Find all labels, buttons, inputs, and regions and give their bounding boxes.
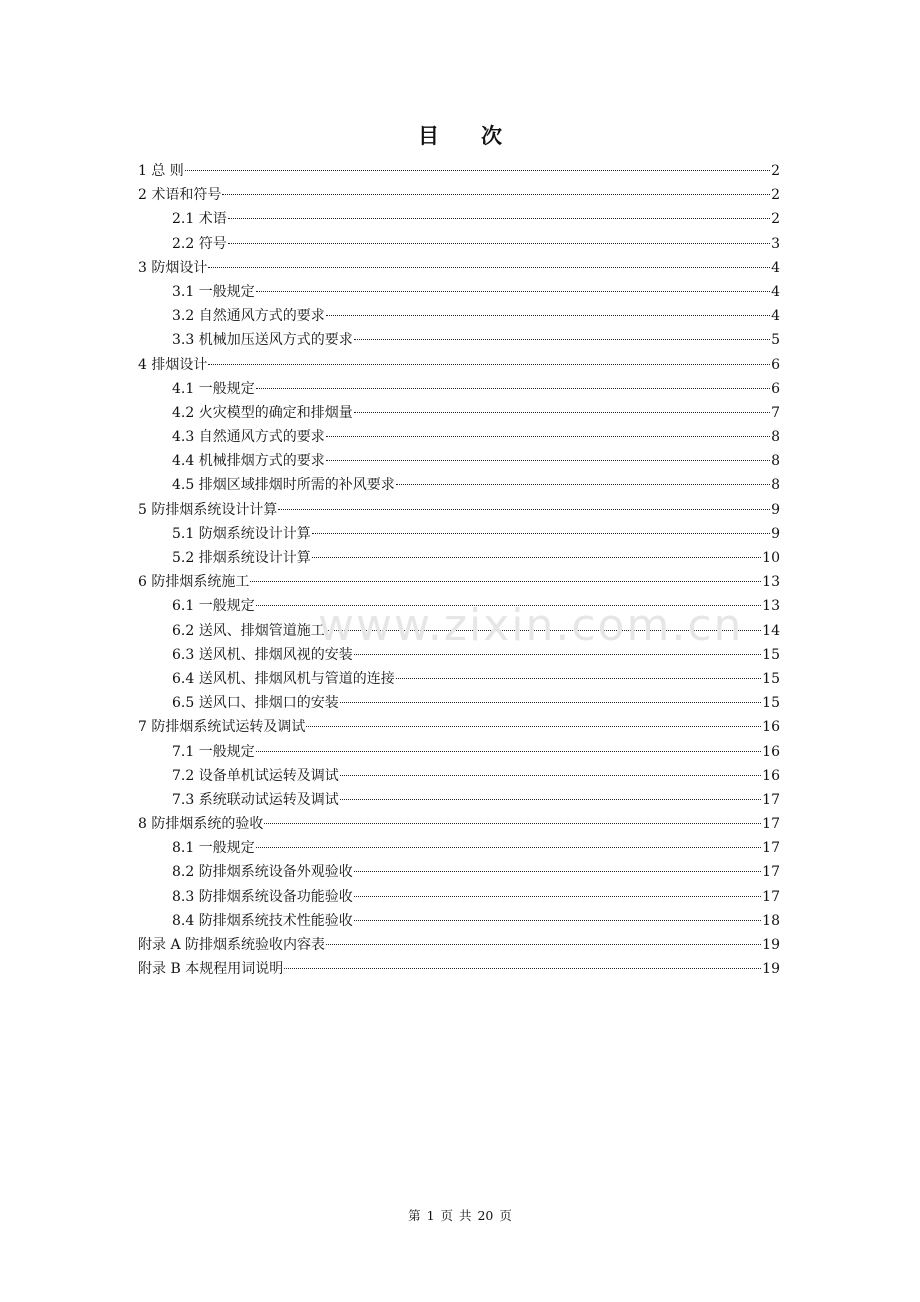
toc-entry-page-number: 4 bbox=[771, 283, 780, 300]
toc-dot-leader bbox=[326, 436, 770, 437]
toc-entry-label: 附录 A 防排烟系统验收内容表 bbox=[138, 937, 326, 953]
toc-entry[interactable] bbox=[138, 159, 780, 183]
toc-entry-page-number: 8 bbox=[771, 453, 780, 470]
toc-entry[interactable] bbox=[138, 619, 780, 643]
toc-entry[interactable] bbox=[138, 812, 780, 836]
toc-entry-page-number: 17 bbox=[762, 864, 780, 881]
toc-dot-leader bbox=[228, 218, 770, 219]
toc-entry-label: 6.5 送风口、排烟口的安装 bbox=[172, 695, 339, 712]
toc-entry-label: 5 防排烟系统设计计算 bbox=[138, 501, 278, 518]
toc-entry-page-number: 16 bbox=[762, 743, 780, 760]
toc-entry-label: 6.4 送风机、排烟风机与管道的连接 bbox=[172, 670, 395, 687]
toc-entry-page-number: 17 bbox=[762, 840, 780, 857]
toc-entry-label: 4.5 排烟区域排烟时所需的补风要求 bbox=[172, 477, 395, 494]
toc-entry[interactable] bbox=[138, 280, 780, 304]
toc-entry-label: 3.2 自然通风方式的要求 bbox=[172, 308, 325, 325]
toc-dot-leader bbox=[256, 388, 770, 389]
toc-entry[interactable] bbox=[138, 715, 780, 739]
toc-entry[interactable] bbox=[138, 836, 780, 860]
toc-entry-label: 2 术语和符号 bbox=[138, 187, 222, 204]
toc-entry-label: 附录 B 本规程用词说明 bbox=[138, 961, 284, 978]
toc-entry-page-number: 4 bbox=[771, 308, 780, 325]
toc-dot-leader bbox=[208, 267, 770, 268]
toc-dot-leader bbox=[312, 533, 770, 534]
page-title: 目 次 bbox=[418, 124, 502, 148]
toc-dot-leader bbox=[340, 799, 761, 800]
toc-entry-label: 8.1 一般规定 bbox=[172, 840, 255, 857]
toc-dot-leader bbox=[354, 412, 770, 413]
toc-entry[interactable] bbox=[138, 594, 780, 618]
toc-entry-page-number: 15 bbox=[762, 695, 780, 712]
toc-entry-label: 1 总 则 bbox=[138, 163, 184, 179]
toc-entry-page-number: 13 bbox=[762, 598, 780, 615]
toc-entry[interactable] bbox=[138, 232, 780, 256]
toc-entry[interactable] bbox=[138, 353, 780, 377]
watermark: www.zixin.com.cn bbox=[318, 600, 744, 651]
toc-entry[interactable] bbox=[138, 449, 780, 473]
table-of-contents bbox=[138, 159, 780, 981]
toc-entry[interactable] bbox=[138, 498, 780, 522]
toc-dot-leader bbox=[185, 170, 770, 171]
toc-entry[interactable] bbox=[138, 691, 780, 715]
toc-dot-leader bbox=[354, 654, 761, 655]
toc-dot-leader bbox=[354, 896, 761, 897]
toc-entry[interactable] bbox=[138, 933, 780, 957]
toc-entry-label: 6.1 一般规定 bbox=[172, 598, 255, 615]
toc-entry[interactable] bbox=[138, 304, 780, 328]
toc-entry[interactable] bbox=[138, 570, 780, 594]
toc-entry[interactable] bbox=[138, 860, 780, 884]
toc-dot-leader bbox=[284, 968, 761, 969]
toc-dot-leader bbox=[222, 194, 770, 195]
toc-dot-leader bbox=[396, 484, 770, 485]
toc-dot-leader bbox=[354, 871, 761, 872]
toc-dot-leader bbox=[264, 823, 761, 824]
toc-entry-page-number: 7 bbox=[771, 404, 780, 421]
toc-entry-page-number: 19 bbox=[762, 961, 780, 978]
toc-dot-leader bbox=[312, 557, 761, 558]
toc-entry[interactable] bbox=[138, 522, 780, 546]
toc-entry-page-number: 8 bbox=[771, 429, 780, 446]
toc-entry-label: 4.3 自然通风方式的要求 bbox=[172, 429, 325, 446]
toc-dot-leader bbox=[278, 509, 770, 510]
toc-entry[interactable] bbox=[138, 740, 780, 764]
toc-entry-label: 5.2 排烟系统设计计算 bbox=[172, 550, 311, 566]
toc-entry[interactable] bbox=[138, 377, 780, 401]
toc-dot-leader bbox=[354, 920, 761, 921]
toc-entry-page-number: 2 bbox=[771, 163, 780, 179]
toc-entry-label: 3 防烟设计 bbox=[138, 259, 208, 276]
toc-entry[interactable] bbox=[138, 643, 780, 667]
toc-entry-page-number: 9 bbox=[771, 525, 780, 542]
toc-entry-page-number: 10 bbox=[762, 550, 780, 566]
toc-entry-label: 6 防排烟系统施工 bbox=[138, 574, 250, 591]
toc-entry-label: 8.3 防排烟系统设备功能验收 bbox=[172, 888, 353, 905]
toc-dot-leader bbox=[228, 243, 770, 244]
toc-dot-leader bbox=[326, 460, 770, 461]
page-footer: 第 1 页 共 20 页 bbox=[408, 1208, 512, 1223]
toc-entry-page-number: 14 bbox=[762, 622, 780, 639]
toc-entry-label: 5.1 防烟系统设计计算 bbox=[172, 525, 311, 542]
toc-entry-label: 6.2 送风、排烟管道施工 bbox=[172, 622, 325, 639]
toc-dot-leader bbox=[354, 339, 770, 340]
toc-entry-label: 3.1 一般规定 bbox=[172, 283, 255, 300]
toc-dot-leader bbox=[208, 364, 770, 365]
toc-entry-label: 2.1 术语 bbox=[172, 211, 227, 228]
toc-entry-page-number: 13 bbox=[762, 574, 780, 591]
toc-entry-page-number: 17 bbox=[762, 888, 780, 905]
toc-dot-leader bbox=[326, 630, 761, 631]
toc-entry-label: 8 防排烟系统的验收 bbox=[138, 816, 264, 833]
toc-entry[interactable] bbox=[138, 885, 780, 909]
toc-entry[interactable] bbox=[138, 667, 780, 691]
toc-entry-page-number: 18 bbox=[762, 912, 780, 929]
toc-dot-leader bbox=[326, 315, 770, 316]
toc-entry[interactable] bbox=[138, 473, 780, 497]
toc-dot-leader bbox=[326, 944, 761, 945]
toc-entry-label: 7.1 一般规定 bbox=[172, 743, 255, 760]
toc-entry[interactable] bbox=[138, 909, 780, 933]
toc-entry-label: 8.4 防排烟系统技术性能验收 bbox=[172, 912, 353, 929]
toc-entry[interactable] bbox=[138, 256, 780, 280]
toc-entry-page-number: 6 bbox=[771, 356, 780, 373]
toc-entry[interactable] bbox=[138, 764, 780, 788]
toc-entry-page-number: 2 bbox=[771, 187, 780, 204]
toc-entry-page-number: 5 bbox=[771, 332, 780, 349]
toc-entry-page-number: 16 bbox=[762, 767, 780, 784]
toc-entry-page-number: 8 bbox=[771, 477, 780, 494]
toc-entry-label: 3.3 机械加压送风方式的要求 bbox=[172, 332, 353, 349]
toc-entry-label: 4.2 火灾模型的确定和排烟量 bbox=[172, 404, 353, 421]
toc-entry-page-number: 17 bbox=[762, 791, 780, 808]
toc-entry-page-number: 9 bbox=[771, 501, 780, 518]
toc-entry[interactable] bbox=[138, 957, 780, 981]
toc-entry-label: 6.3 送风机、排烟风视的安装 bbox=[172, 646, 353, 663]
toc-entry-page-number: 4 bbox=[771, 259, 780, 276]
toc-entry-page-number: 19 bbox=[762, 937, 780, 953]
toc-entry-label: 4 排烟设计 bbox=[138, 356, 208, 373]
toc-dot-leader bbox=[250, 581, 761, 582]
toc-entry-label: 7.2 设备单机试运转及调试 bbox=[172, 767, 339, 784]
toc-dot-leader bbox=[256, 847, 761, 848]
toc-entry-page-number: 17 bbox=[762, 816, 780, 833]
toc-dot-leader bbox=[256, 751, 761, 752]
toc-entry-page-number: 15 bbox=[762, 646, 780, 663]
toc-entry[interactable] bbox=[138, 401, 780, 425]
toc-entry-page-number: 3 bbox=[771, 235, 780, 252]
toc-entry[interactable] bbox=[138, 183, 780, 207]
toc-dot-leader bbox=[256, 605, 761, 606]
toc-entry[interactable] bbox=[138, 207, 780, 231]
toc-entry-page-number: 6 bbox=[771, 380, 780, 397]
toc-entry-label: 8.2 防排烟系统设备外观验收 bbox=[172, 864, 353, 881]
toc-entry-label: 4.4 机械排烟方式的要求 bbox=[172, 453, 325, 470]
toc-entry-label: 7.3 系统联动试运转及调试 bbox=[172, 791, 339, 808]
toc-dot-leader bbox=[340, 702, 761, 703]
toc-entry-page-number: 2 bbox=[771, 211, 780, 228]
toc-dot-leader bbox=[340, 775, 761, 776]
toc-entry-page-number: 15 bbox=[762, 670, 780, 687]
toc-dot-leader bbox=[306, 726, 761, 727]
toc-entry-label: 7 防排烟系统试运转及调试 bbox=[138, 719, 306, 736]
toc-entry-label: 4.1 一般规定 bbox=[172, 380, 255, 397]
toc-entry[interactable] bbox=[138, 546, 780, 570]
toc-entry[interactable] bbox=[138, 328, 780, 352]
toc-entry[interactable] bbox=[138, 788, 780, 812]
toc-dot-leader bbox=[256, 291, 770, 292]
toc-dot-leader bbox=[396, 678, 761, 679]
toc-entry[interactable] bbox=[138, 425, 780, 449]
toc-entry-page-number: 16 bbox=[762, 719, 780, 736]
toc-entry-label: 2.2 符号 bbox=[172, 235, 227, 252]
